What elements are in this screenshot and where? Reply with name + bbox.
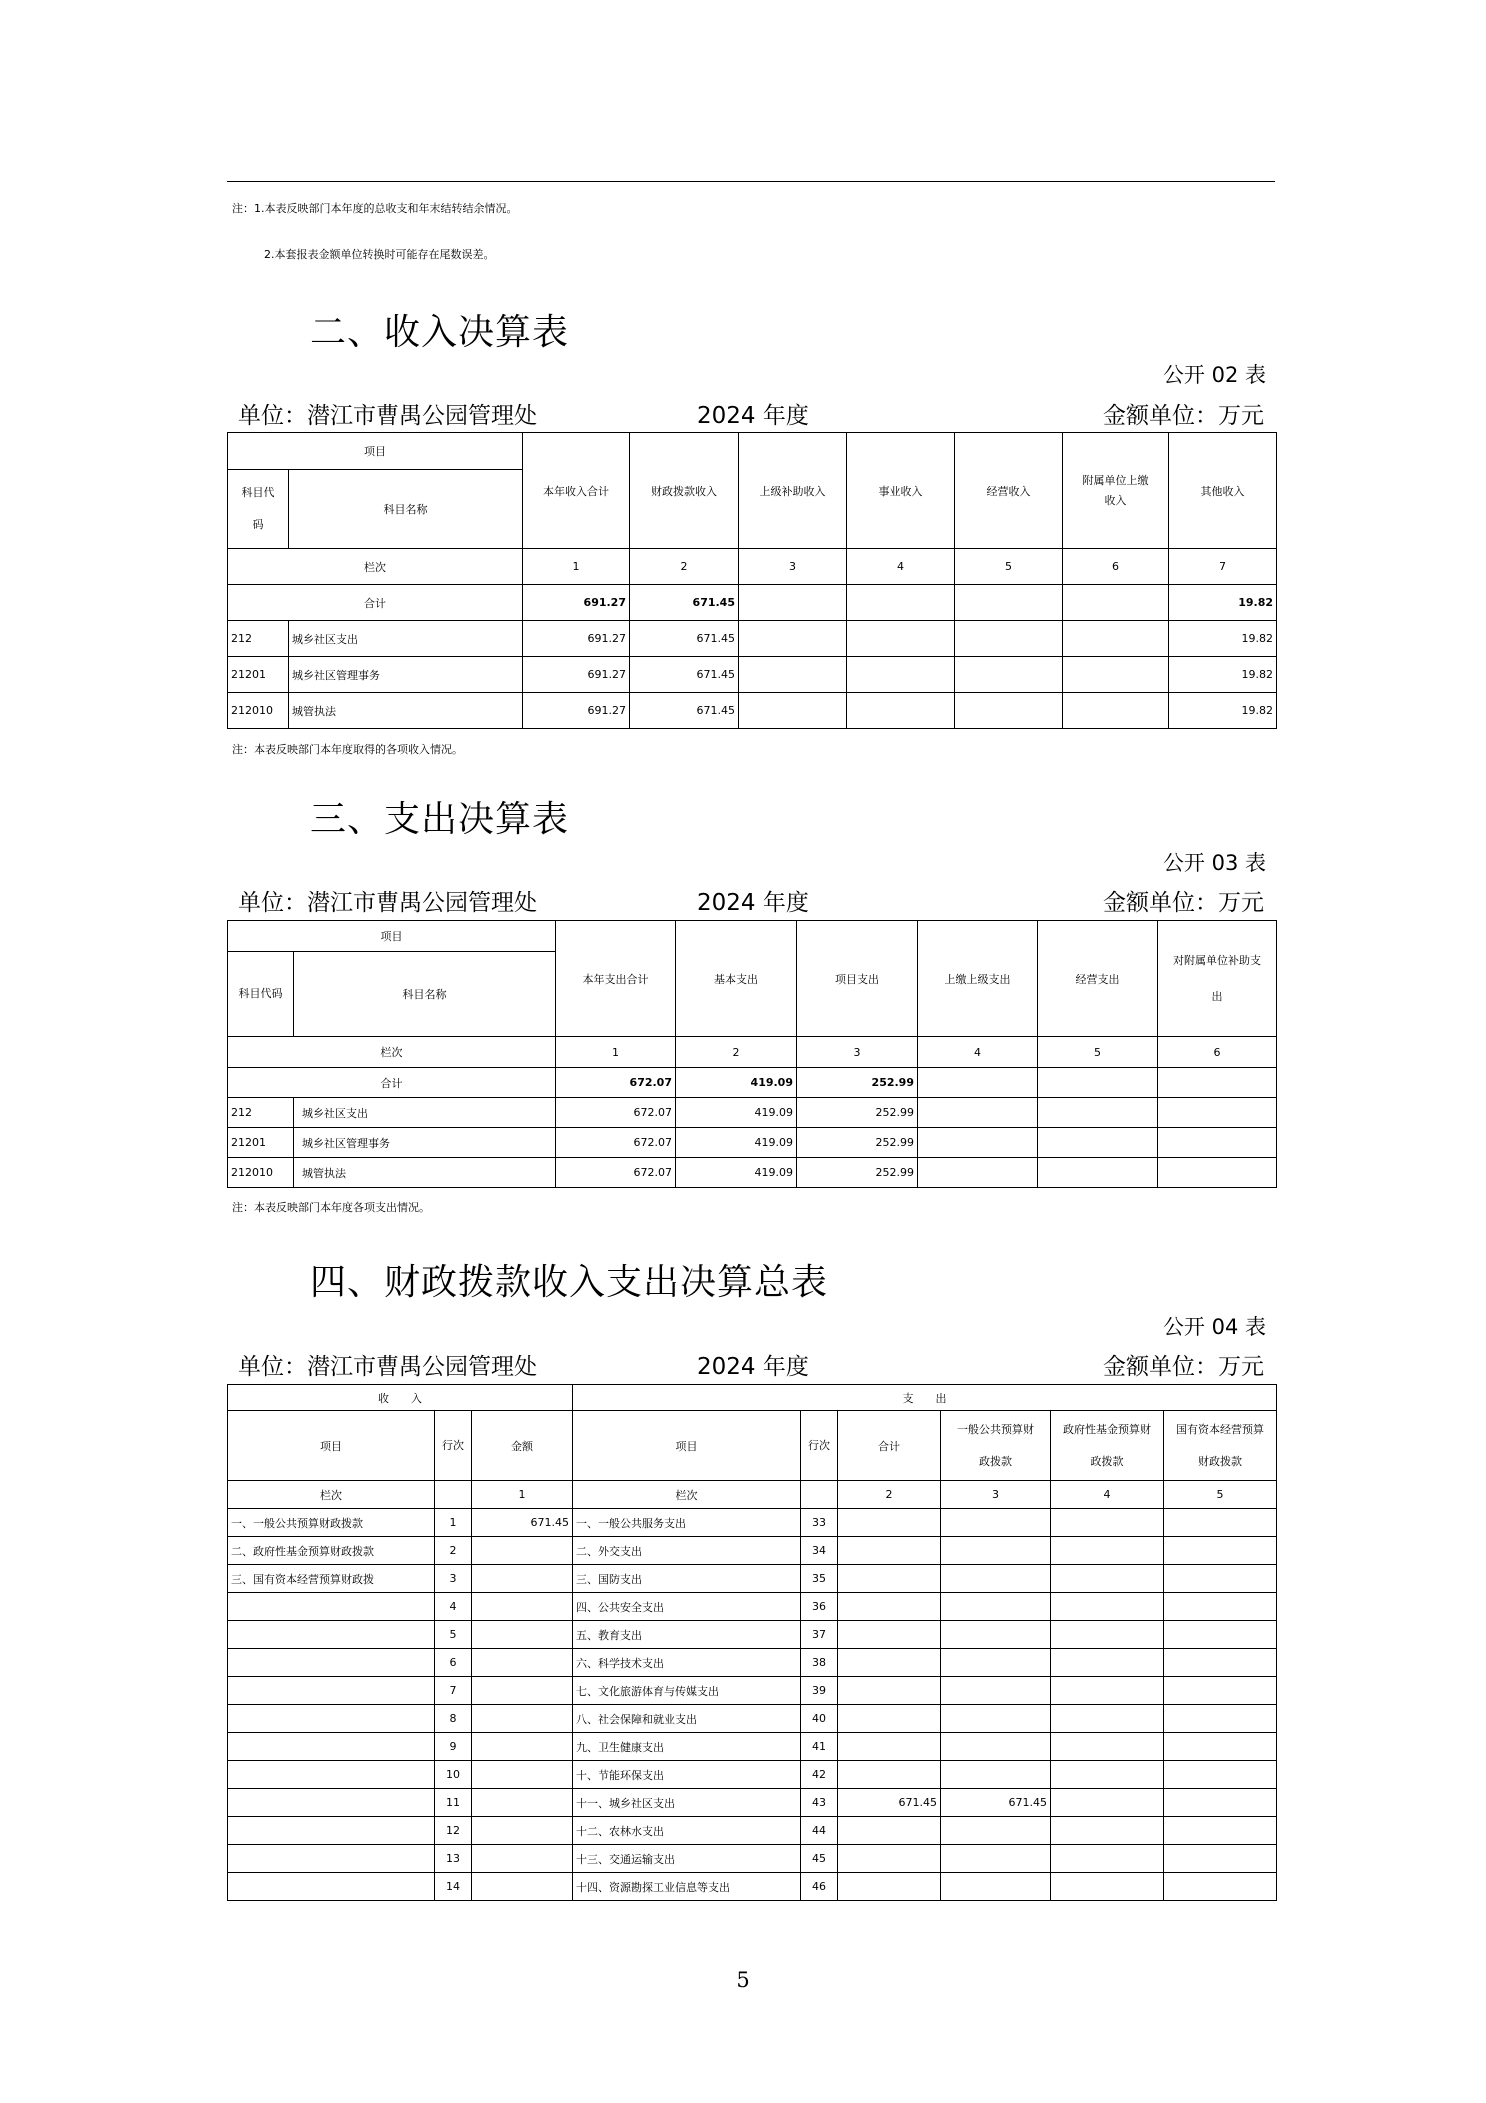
row-value xyxy=(739,621,847,657)
section4-code: 公开 04 表 xyxy=(1162,1315,1266,1339)
header-col: 附属单位上缴收入 xyxy=(1063,433,1169,549)
col-index: 3 xyxy=(797,1037,918,1068)
table-row xyxy=(228,1817,1277,1845)
income-item xyxy=(228,1845,435,1873)
expense-item: 六、科学技术支出 xyxy=(573,1649,801,1677)
header-subject-name: 科目名称 xyxy=(294,952,556,1037)
income-amount xyxy=(472,1593,573,1621)
table-row xyxy=(228,1098,1277,1128)
expense-item: 七、文化旅游体育与传媒支出 xyxy=(573,1677,801,1705)
col-index-label: 栏次 xyxy=(228,1481,435,1509)
expense-gov-fund xyxy=(1051,1873,1164,1901)
total-value xyxy=(739,585,847,621)
expense-gov-fund xyxy=(1051,1677,1164,1705)
expense-general-budget xyxy=(941,1845,1051,1873)
row-value: 672.07 xyxy=(556,1158,676,1188)
income-amount xyxy=(472,1817,573,1845)
total-value: 19.82 xyxy=(1169,585,1277,621)
row-value: 419.09 xyxy=(676,1098,797,1128)
row-value xyxy=(1158,1098,1277,1128)
section3-unit: 单位：潜江市曹禺公园管理处 xyxy=(238,890,537,916)
top-note-2: 2.本套报表金额单位转换时可能存在尾数误差。 xyxy=(264,248,495,261)
income-item: 三、国有资本经营预算财政拨 xyxy=(228,1565,435,1593)
expense-total xyxy=(838,1761,941,1789)
total-label: 合计 xyxy=(228,1068,556,1098)
income-row-no: 14 xyxy=(435,1873,472,1901)
total-value xyxy=(955,585,1063,621)
expense-gov-fund xyxy=(1051,1733,1164,1761)
income-row-no: 12 xyxy=(435,1817,472,1845)
expense-general-budget xyxy=(941,1705,1051,1733)
table-row xyxy=(228,1128,1277,1158)
expense-item: 三、国防支出 xyxy=(573,1565,801,1593)
total-value: 419.09 xyxy=(676,1068,797,1098)
expense-item: 十四、资源勘探工业信息等支出 xyxy=(573,1873,801,1901)
row-value xyxy=(1063,621,1169,657)
row-value xyxy=(847,693,955,729)
expense-state-capital xyxy=(1164,1733,1277,1761)
income-row-no: 5 xyxy=(435,1621,472,1649)
income-amount xyxy=(472,1733,573,1761)
income-row-no: 9 xyxy=(435,1733,472,1761)
expense-gov-fund xyxy=(1051,1845,1164,1873)
expense-state-capital xyxy=(1164,1565,1277,1593)
table-row xyxy=(228,693,1277,729)
row-value: 19.82 xyxy=(1169,621,1277,657)
expense-item: 一、一般公共服务支出 xyxy=(573,1509,801,1537)
col-index: 5 xyxy=(1038,1037,1158,1068)
expense-row-no: 33 xyxy=(801,1509,838,1537)
section2-note: 注：本表反映部门本年度取得的各项收入情况。 xyxy=(232,743,463,756)
row-value: 419.09 xyxy=(676,1158,797,1188)
expense-item: 四、公共安全支出 xyxy=(573,1593,801,1621)
expense-general-budget xyxy=(941,1873,1051,1901)
expense-general-budget xyxy=(941,1509,1051,1537)
top-rule xyxy=(227,181,1275,182)
income-item xyxy=(228,1733,435,1761)
row-code: 21201 xyxy=(228,1128,294,1158)
col-index: 3 xyxy=(941,1481,1051,1509)
income-amount xyxy=(472,1649,573,1677)
income-amount xyxy=(472,1761,573,1789)
row-value xyxy=(1158,1158,1277,1188)
income-amount xyxy=(472,1873,573,1901)
income-item: 二、政府性基金预算财政拨款 xyxy=(228,1537,435,1565)
expense-total xyxy=(838,1677,941,1705)
section3-year: 2024 年度 xyxy=(697,890,809,916)
income-amount: 671.45 xyxy=(472,1509,573,1537)
row-value: 671.45 xyxy=(630,621,739,657)
income-item xyxy=(228,1649,435,1677)
expense-row-no: 45 xyxy=(801,1845,838,1873)
row-code: 212 xyxy=(228,1098,294,1128)
empty-cell xyxy=(801,1481,838,1509)
table-row xyxy=(228,1789,1277,1817)
income-item xyxy=(228,1677,435,1705)
income-table xyxy=(227,432,1277,729)
expense-total: 671.45 xyxy=(838,1789,941,1817)
total-value xyxy=(847,585,955,621)
header-col: 对附属单位补助支出 xyxy=(1158,921,1277,1037)
header-project: 项目 xyxy=(228,921,556,952)
table-row xyxy=(228,1845,1277,1873)
row-value xyxy=(739,693,847,729)
table-row xyxy=(228,1621,1277,1649)
col-index: 5 xyxy=(1164,1481,1277,1509)
header-income-row-no: 行次 xyxy=(435,1411,472,1481)
expense-total xyxy=(838,1509,941,1537)
col-index: 4 xyxy=(1051,1481,1164,1509)
col-index: 6 xyxy=(1158,1037,1277,1068)
total-value: 672.07 xyxy=(556,1068,676,1098)
row-value: 19.82 xyxy=(1169,693,1277,729)
expense-gov-fund xyxy=(1051,1593,1164,1621)
header-col: 经营收入 xyxy=(955,433,1063,549)
top-note-1: 注：1.本表反映部门本年度的总收支和年末结转结余情况。 xyxy=(232,202,518,215)
col-index: 1 xyxy=(472,1481,573,1509)
income-item xyxy=(228,1789,435,1817)
expense-general-budget xyxy=(941,1621,1051,1649)
expense-state-capital xyxy=(1164,1789,1277,1817)
expense-total xyxy=(838,1705,941,1733)
row-value xyxy=(1038,1128,1158,1158)
col-index-label: 栏次 xyxy=(228,1037,556,1068)
income-row-no: 7 xyxy=(435,1677,472,1705)
header-col: 上级补助收入 xyxy=(739,433,847,549)
income-row-no: 8 xyxy=(435,1705,472,1733)
table-row xyxy=(228,1509,1277,1537)
table-row xyxy=(228,1537,1277,1565)
total-value xyxy=(1038,1068,1158,1098)
row-value xyxy=(955,693,1063,729)
expense-general-budget xyxy=(941,1649,1051,1677)
row-value: 671.45 xyxy=(630,657,739,693)
income-amount xyxy=(472,1621,573,1649)
expense-total xyxy=(838,1649,941,1677)
expense-general-budget xyxy=(941,1733,1051,1761)
col-index: 4 xyxy=(918,1037,1038,1068)
income-row-no: 4 xyxy=(435,1593,472,1621)
header-col: 财政拨款收入 xyxy=(630,433,739,549)
table-row xyxy=(228,1705,1277,1733)
expense-item: 九、卫生健康支出 xyxy=(573,1733,801,1761)
expense-state-capital xyxy=(1164,1593,1277,1621)
expense-total xyxy=(838,1733,941,1761)
expense-row-no: 34 xyxy=(801,1537,838,1565)
total-value: 252.99 xyxy=(797,1068,918,1098)
header-income-amount: 金额 xyxy=(472,1411,573,1481)
row-value: 419.09 xyxy=(676,1128,797,1158)
income-amount xyxy=(472,1565,573,1593)
header-income: 收 入 xyxy=(228,1385,573,1411)
income-item xyxy=(228,1705,435,1733)
section4-amount-unit: 金额单位：万元 xyxy=(1103,1354,1264,1380)
header-col: 基本支出 xyxy=(676,921,797,1037)
header-col: 其他收入 xyxy=(1169,433,1277,549)
income-row-no: 6 xyxy=(435,1649,472,1677)
section3-code: 公开 03 表 xyxy=(1162,851,1266,875)
table-row xyxy=(228,657,1277,693)
col-index: 1 xyxy=(556,1037,676,1068)
header-total: 合计 xyxy=(838,1411,941,1481)
table-row xyxy=(228,1761,1277,1789)
row-value xyxy=(1158,1128,1277,1158)
table-row xyxy=(228,1593,1277,1621)
expense-state-capital xyxy=(1164,1649,1277,1677)
expense-general-budget xyxy=(941,1677,1051,1705)
expense-row-no: 43 xyxy=(801,1789,838,1817)
expense-row-no: 42 xyxy=(801,1761,838,1789)
table-row xyxy=(228,621,1277,657)
row-value: 671.45 xyxy=(630,693,739,729)
header-subject-code: 科目代码 xyxy=(228,470,289,549)
income-row-no: 11 xyxy=(435,1789,472,1817)
header-col: 项目支出 xyxy=(797,921,918,1037)
income-amount xyxy=(472,1537,573,1565)
table-row xyxy=(228,1565,1277,1593)
section2-unit: 单位：潜江市曹禺公园管理处 xyxy=(238,403,537,429)
income-item xyxy=(228,1817,435,1845)
expense-state-capital xyxy=(1164,1817,1277,1845)
income-row-no: 2 xyxy=(435,1537,472,1565)
row-code: 21201 xyxy=(228,657,289,693)
section4-unit: 单位：潜江市曹禺公园管理处 xyxy=(238,1354,537,1380)
expense-state-capital xyxy=(1164,1537,1277,1565)
section3-amount-unit: 金额单位：万元 xyxy=(1103,890,1264,916)
table-row xyxy=(228,1873,1277,1901)
row-value: 252.99 xyxy=(797,1158,918,1188)
expense-general-budget xyxy=(941,1537,1051,1565)
income-amount xyxy=(472,1677,573,1705)
header-income-project: 项目 xyxy=(228,1411,435,1481)
row-value: 672.07 xyxy=(556,1098,676,1128)
expense-total xyxy=(838,1537,941,1565)
row-value xyxy=(1063,693,1169,729)
expense-item: 十二、农林水支出 xyxy=(573,1817,801,1845)
expense-state-capital xyxy=(1164,1509,1277,1537)
expense-item: 八、社会保障和就业支出 xyxy=(573,1705,801,1733)
expense-row-no: 37 xyxy=(801,1621,838,1649)
expense-state-capital xyxy=(1164,1705,1277,1733)
section2-code: 公开 02 表 xyxy=(1162,363,1266,387)
row-value: 252.99 xyxy=(797,1128,918,1158)
expense-gov-fund xyxy=(1051,1761,1164,1789)
col-index-label: 栏次 xyxy=(228,549,523,585)
total-value: 671.45 xyxy=(630,585,739,621)
expense-gov-fund xyxy=(1051,1537,1164,1565)
header-col: 本年支出合计 xyxy=(556,921,676,1037)
col-index: 6 xyxy=(1063,549,1169,585)
expense-state-capital xyxy=(1164,1621,1277,1649)
expense-item: 十三、交通运输支出 xyxy=(573,1845,801,1873)
empty-cell xyxy=(435,1481,472,1509)
income-row-no: 1 xyxy=(435,1509,472,1537)
expense-total xyxy=(838,1593,941,1621)
income-amount xyxy=(472,1845,573,1873)
header-state-capital: 国有资本经营预算财政拨款 xyxy=(1164,1411,1277,1481)
expense-item: 十一、城乡社区支出 xyxy=(573,1789,801,1817)
col-index: 2 xyxy=(676,1037,797,1068)
expense-state-capital xyxy=(1164,1677,1277,1705)
header-gov-fund: 政府性基金预算财政拨款 xyxy=(1051,1411,1164,1481)
row-code: 212 xyxy=(228,621,289,657)
row-value xyxy=(918,1128,1038,1158)
income-row-no: 10 xyxy=(435,1761,472,1789)
expense-gov-fund xyxy=(1051,1565,1164,1593)
fiscal-summary-table xyxy=(227,1384,1277,1901)
expense-gov-fund xyxy=(1051,1649,1164,1677)
expense-gov-fund xyxy=(1051,1509,1164,1537)
expense-item: 十、节能环保支出 xyxy=(573,1761,801,1789)
header-subject-code: 科目代码 xyxy=(228,952,294,1037)
expense-general-budget xyxy=(941,1761,1051,1789)
header-subject-name: 科目名称 xyxy=(289,470,523,549)
income-amount xyxy=(472,1789,573,1817)
row-value: 691.27 xyxy=(523,693,630,729)
row-value xyxy=(918,1158,1038,1188)
expense-row-no: 35 xyxy=(801,1565,838,1593)
expense-total xyxy=(838,1845,941,1873)
row-value xyxy=(955,657,1063,693)
expense-state-capital xyxy=(1164,1761,1277,1789)
col-index: 4 xyxy=(847,549,955,585)
header-expense-row-no: 行次 xyxy=(801,1411,838,1481)
col-index: 2 xyxy=(630,549,739,585)
row-value: 672.07 xyxy=(556,1128,676,1158)
expense-total xyxy=(838,1565,941,1593)
row-value xyxy=(1063,657,1169,693)
income-item xyxy=(228,1761,435,1789)
expense-row-no: 41 xyxy=(801,1733,838,1761)
header-col: 上缴上级支出 xyxy=(918,921,1038,1037)
section4-year: 2024 年度 xyxy=(697,1354,809,1380)
col-index: 2 xyxy=(838,1481,941,1509)
expense-row-no: 38 xyxy=(801,1649,838,1677)
total-value xyxy=(1063,585,1169,621)
expense-gov-fund xyxy=(1051,1817,1164,1845)
income-item xyxy=(228,1873,435,1901)
header-col: 经营支出 xyxy=(1038,921,1158,1037)
expense-state-capital xyxy=(1164,1845,1277,1873)
col-index: 7 xyxy=(1169,549,1277,585)
total-value: 691.27 xyxy=(523,585,630,621)
section3-note: 注：本表反映部门本年度各项支出情况。 xyxy=(232,1201,430,1214)
table-row xyxy=(228,1158,1277,1188)
expense-row-no: 44 xyxy=(801,1817,838,1845)
total-value xyxy=(918,1068,1038,1098)
page-number: 5 xyxy=(736,1968,750,1992)
row-value xyxy=(847,621,955,657)
table-row xyxy=(228,1733,1277,1761)
header-expense: 支 出 xyxy=(573,1385,1277,1411)
expense-gov-fund xyxy=(1051,1789,1164,1817)
income-item xyxy=(228,1593,435,1621)
expense-row-no: 39 xyxy=(801,1677,838,1705)
expense-item: 二、外交支出 xyxy=(573,1537,801,1565)
table-row xyxy=(228,1677,1277,1705)
header-project: 项目 xyxy=(228,433,523,470)
expense-general-budget xyxy=(941,1565,1051,1593)
total-label: 合计 xyxy=(228,585,523,621)
col-index: 1 xyxy=(523,549,630,585)
expense-general-budget xyxy=(941,1817,1051,1845)
row-value xyxy=(918,1098,1038,1128)
row-value: 252.99 xyxy=(797,1098,918,1128)
expense-row-no: 36 xyxy=(801,1593,838,1621)
section2-amount-unit: 金额单位：万元 xyxy=(1103,403,1264,429)
row-value: 19.82 xyxy=(1169,657,1277,693)
row-name: 城乡社区管理事务 xyxy=(289,657,523,693)
header-col: 本年收入合计 xyxy=(523,433,630,549)
row-name: 城乡社区支出 xyxy=(294,1098,556,1128)
col-index: 3 xyxy=(739,549,847,585)
row-value: 691.27 xyxy=(523,621,630,657)
expense-row-no: 40 xyxy=(801,1705,838,1733)
row-value: 691.27 xyxy=(523,657,630,693)
col-index: 5 xyxy=(955,549,1063,585)
section2-year: 2024 年度 xyxy=(697,403,809,429)
section4-title: 四、财政拨款收入支出决算总表 xyxy=(310,1262,829,1303)
row-name: 城乡社区支出 xyxy=(289,621,523,657)
row-name: 城管执法 xyxy=(289,693,523,729)
header-general-budget: 一般公共预算财政拨款 xyxy=(941,1411,1051,1481)
income-amount xyxy=(472,1705,573,1733)
row-value xyxy=(847,657,955,693)
section3-title: 三、支出决算表 xyxy=(310,799,570,840)
expense-total xyxy=(838,1817,941,1845)
col-index-label: 栏次 xyxy=(573,1481,801,1509)
expense-item: 五、教育支出 xyxy=(573,1621,801,1649)
row-name: 城乡社区管理事务 xyxy=(294,1128,556,1158)
expense-general-budget xyxy=(941,1593,1051,1621)
row-code: 212010 xyxy=(228,1158,294,1188)
header-col: 事业收入 xyxy=(847,433,955,549)
expense-total xyxy=(838,1873,941,1901)
section2-title: 二、收入决算表 xyxy=(310,312,570,353)
expense-gov-fund xyxy=(1051,1621,1164,1649)
expense-gov-fund xyxy=(1051,1705,1164,1733)
table-row xyxy=(228,1649,1277,1677)
expense-table xyxy=(227,920,1277,1188)
row-value xyxy=(1038,1098,1158,1128)
row-name: 城管执法 xyxy=(294,1158,556,1188)
income-row-no: 13 xyxy=(435,1845,472,1873)
expense-row-no: 46 xyxy=(801,1873,838,1901)
total-value xyxy=(1158,1068,1277,1098)
expense-state-capital xyxy=(1164,1873,1277,1901)
income-item xyxy=(228,1621,435,1649)
row-code: 212010 xyxy=(228,693,289,729)
row-value xyxy=(1038,1158,1158,1188)
income-item: 一、一般公共预算财政拨款 xyxy=(228,1509,435,1537)
expense-total xyxy=(838,1621,941,1649)
row-value xyxy=(955,621,1063,657)
header-expense-project: 项目 xyxy=(573,1411,801,1481)
row-value xyxy=(739,657,847,693)
expense-general-budget: 671.45 xyxy=(941,1789,1051,1817)
income-row-no: 3 xyxy=(435,1565,472,1593)
